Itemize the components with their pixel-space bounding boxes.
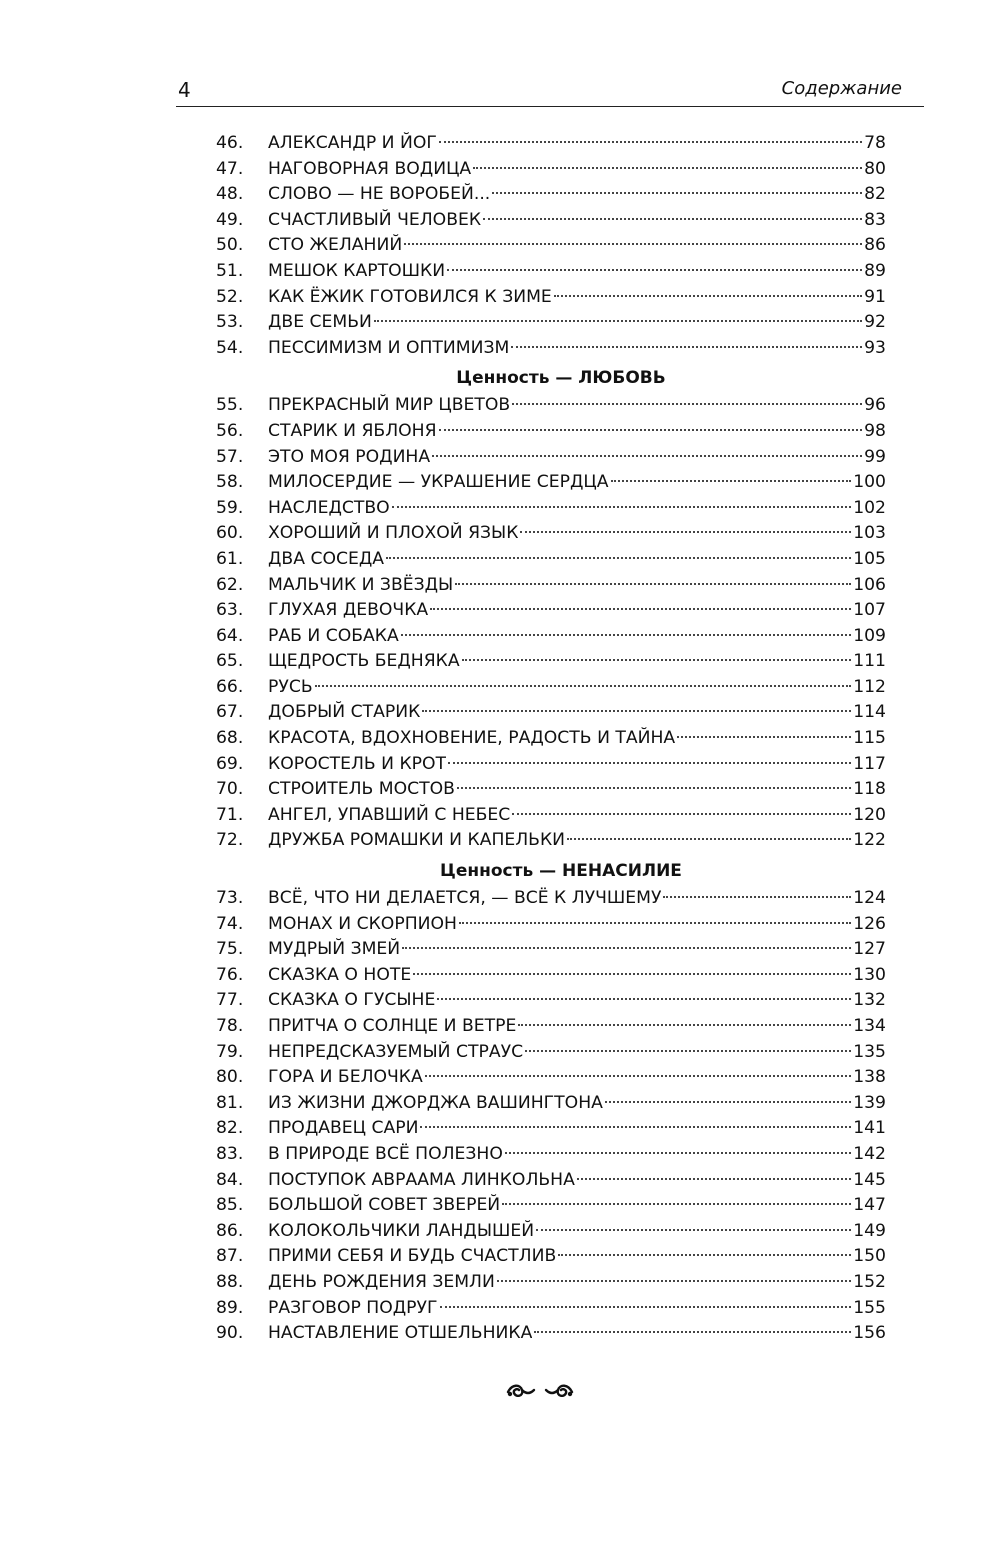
dot-leader (448, 762, 851, 764)
section-heading: Ценность — НЕНАСИЛИЕ (440, 861, 682, 882)
toc-entry (216, 1116, 886, 1142)
entry-number: 60. (216, 523, 244, 544)
dot-leader (401, 634, 851, 636)
toc-entry (216, 1270, 886, 1296)
entry-number: 72. (216, 830, 244, 851)
page-header (176, 76, 924, 107)
entry-title: СЛОВО — НЕ ВОРОБЕЙ... (268, 184, 491, 205)
entry-page-number: 105 (853, 548, 886, 569)
dot-leader (536, 1229, 851, 1231)
entry-title: МЕШОК КАРТОШКИ (268, 260, 446, 281)
toc-entry (216, 752, 886, 778)
entry-title: НЕПРЕДСКАЗУЕМЫЙ СТРАУС (268, 1041, 524, 1062)
dot-leader (518, 1024, 851, 1026)
entry-page-number: 150 (853, 1246, 886, 1267)
dot-leader (413, 973, 851, 975)
entry-page-number: 117 (853, 753, 886, 774)
toc-entry (216, 445, 886, 471)
entry-page-number: 130 (853, 964, 886, 985)
toc-entry (216, 1168, 886, 1194)
dot-leader (520, 531, 851, 533)
entry-page-number: 156 (853, 1323, 886, 1344)
entry-number: 71. (216, 804, 244, 825)
dot-leader (611, 480, 852, 482)
dot-leader (402, 947, 851, 949)
toc-entry (216, 1014, 886, 1040)
entry-page-number: 106 (853, 574, 886, 595)
entry-page-number: 118 (853, 779, 886, 800)
toc-entry (216, 470, 886, 496)
entry-number: 49. (216, 209, 244, 230)
entry-title: СТРОИТЕЛЬ МОСТОВ (268, 779, 455, 800)
entry-number: 87. (216, 1246, 244, 1267)
toc-entry (216, 963, 886, 989)
entry-number: 52. (216, 286, 244, 307)
dot-leader (437, 998, 851, 1000)
entry-title: ЩЕДРОСТЬ БЕДНЯКА (268, 651, 460, 672)
entry-page-number: 103 (853, 523, 886, 544)
entry-number: 66. (216, 676, 244, 697)
toc-entry (216, 573, 886, 599)
toc-entry (216, 1142, 886, 1168)
entry-title: РАБ И СОБАКА (268, 625, 399, 646)
entry-page-number: 92 (864, 312, 886, 333)
dot-leader (439, 141, 862, 143)
dot-leader (432, 455, 862, 457)
dot-leader (663, 896, 851, 898)
entry-number: 73. (216, 888, 244, 909)
dot-leader (315, 685, 852, 687)
entry-page-number: 149 (853, 1220, 886, 1241)
entry-number: 48. (216, 184, 244, 205)
toc-entry (216, 624, 886, 650)
entry-page-number: 93 (864, 337, 886, 358)
section-heading: Ценность — ЛЮБОВЬ (456, 368, 666, 389)
entry-number: 83. (216, 1143, 244, 1164)
toc-entry (216, 131, 886, 157)
running-title: Содержание (781, 78, 902, 99)
entry-title: ПРОДАВЕЦ САРИ (268, 1118, 419, 1139)
entry-page-number: 134 (853, 1016, 886, 1036)
entry-page-number: 109 (853, 625, 886, 646)
entry-page-number: 155 (853, 1297, 886, 1318)
entry-title: В ПРИРОДЕ ВСЁ ПОЛЕЗНО (268, 1143, 503, 1164)
entry-page-number: 135 (853, 1041, 886, 1062)
entry-number: 76. (216, 964, 244, 985)
entry-number: 54. (216, 337, 244, 358)
dot-leader (473, 167, 862, 169)
entry-title: ПЕССИМИЗМ И ОПТИМИЗМ (268, 337, 510, 358)
entry-page-number: 83 (864, 209, 886, 230)
entry-title: РУСЬ (268, 676, 313, 697)
entry-title: КОЛОКОЛЬЧИКИ ЛАНДЫШЕЙ (268, 1220, 535, 1241)
entry-title: СТАРИК И ЯБЛОНЯ (268, 420, 437, 441)
entry-number: 68. (216, 728, 244, 749)
entry-page-number: 111 (853, 651, 886, 672)
dot-leader (534, 1331, 851, 1333)
entry-number: 80. (216, 1067, 244, 1088)
dot-leader (577, 1178, 851, 1180)
entry-page-number: 86 (864, 235, 886, 256)
dot-leader (430, 608, 851, 610)
entry-number: 90. (216, 1323, 244, 1344)
entry-number: 63. (216, 600, 244, 621)
dot-leader (439, 429, 863, 431)
dot-leader (440, 1306, 852, 1308)
entry-title: ПОСТУПОК АВРААМА ЛИНКОЛЬНА (268, 1169, 575, 1190)
entry-page-number: 138 (853, 1067, 886, 1088)
entry-page-number: 91 (864, 286, 886, 307)
fleuron-ornament-icon (500, 1376, 580, 1404)
dot-leader (462, 659, 852, 661)
entry-title: МОНАХ И СКОРПИОН (268, 913, 457, 934)
entry-title: ПРИТЧА О СОЛНЦЕ И ВЕТРЕ (268, 1016, 517, 1036)
entry-number: 74. (216, 913, 244, 934)
entry-title: МИЛОСЕРДИЕ — УКРАШЕНИЕ СЕРДЦА (268, 472, 609, 493)
entry-number: 88. (216, 1271, 244, 1292)
toc-entry (216, 1065, 886, 1091)
toc-entry (216, 1040, 886, 1066)
toc-entry (216, 1296, 886, 1322)
entry-number: 70. (216, 779, 244, 800)
entry-title: ДЕНЬ РОЖДЕНИЯ ЗЕМЛИ (268, 1271, 495, 1292)
dot-leader (554, 295, 862, 297)
toc-entry (216, 726, 886, 752)
toc-entry (216, 1244, 886, 1270)
entry-page-number: 82 (864, 184, 886, 205)
entry-title: НАГОВОРНАЯ ВОДИЦА (268, 158, 472, 179)
entry-title: СТО ЖЕЛАНИЙ (268, 235, 403, 256)
entry-title: БОЛЬШОЙ СОВЕТ ЗВЕРЕЙ (268, 1195, 501, 1216)
dot-leader (457, 787, 851, 789)
entry-title: КОРОСТЕЛЬ И КРОТ (268, 753, 447, 774)
dot-leader (677, 736, 851, 738)
entry-title: ХОРОШИЙ И ПЛОХОЙ ЯЗЫК (268, 523, 519, 544)
toc-entry (216, 419, 886, 445)
dot-leader (497, 1280, 851, 1282)
entry-title: ДВЕ СЕМЬИ (268, 312, 372, 333)
entry-title: ЭТО МОЯ РОДИНА (268, 446, 431, 467)
dot-leader (420, 1126, 851, 1128)
toc-entry (216, 886, 886, 912)
entry-page-number: 124 (853, 888, 886, 909)
dot-leader (525, 1050, 851, 1052)
entry-page-number: 112 (853, 676, 886, 697)
entry-number: 47. (216, 158, 244, 179)
entry-title: ДРУЖБА РОМАШКИ И КАПЕЛЬКИ (268, 830, 566, 851)
dot-leader (392, 506, 851, 508)
table-of-contents (216, 131, 886, 1347)
toc-entry (216, 259, 886, 285)
entry-page-number: 139 (853, 1092, 886, 1113)
entry-title: СЧАСТЛИВЫЙ ЧЕЛОВЕК (268, 209, 482, 230)
entry-number: 89. (216, 1297, 244, 1318)
dot-leader (455, 583, 851, 585)
entry-number: 53. (216, 312, 244, 333)
entry-page-number: 100 (853, 472, 886, 493)
entry-page-number: 122 (853, 830, 886, 851)
toc-entry (216, 700, 886, 726)
toc-entry (216, 336, 886, 362)
toc-entry (216, 649, 886, 675)
dot-leader (512, 403, 862, 405)
entry-number: 46. (216, 133, 244, 153)
toc-entry (216, 912, 886, 938)
toc-entry (216, 988, 886, 1014)
entry-page-number: 80 (864, 158, 886, 179)
entry-title: РАЗГОВОР ПОДРУГ (268, 1297, 438, 1318)
entry-title: МАЛЬЧИК И ЗВЁЗДЫ (268, 574, 454, 595)
toc-entry (216, 1091, 886, 1117)
entry-title: ДОБРЫЙ СТАРИК (268, 702, 421, 723)
toc-entry (216, 547, 886, 573)
entry-page-number: 115 (853, 728, 886, 749)
toc-entry (216, 310, 886, 336)
entry-page-number: 132 (853, 990, 886, 1011)
entry-page-number: 102 (853, 497, 886, 518)
toc-entry (216, 393, 886, 419)
entry-number: 86. (216, 1220, 244, 1241)
entry-page-number: 152 (853, 1271, 886, 1292)
toc-entry (216, 521, 886, 547)
entry-title: ДВА СОСЕДА (268, 548, 385, 569)
entry-page-number: 114 (853, 702, 886, 723)
entry-page-number: 89 (864, 260, 886, 281)
entry-title: ПРИМИ СЕБЯ И БУДЬ СЧАСТЛИВ (268, 1246, 557, 1267)
dot-leader (422, 710, 851, 712)
entry-number: 57. (216, 446, 244, 467)
entry-number: 62. (216, 574, 244, 595)
dot-leader (447, 269, 862, 271)
entry-title: СКАЗКА О НОТЕ (268, 964, 412, 985)
entry-title: ПРЕКРАСНЫЙ МИР ЦВЕТОВ (268, 395, 511, 416)
dot-leader (425, 1075, 851, 1077)
entry-page-number: 96 (864, 395, 886, 416)
toc-entry (216, 157, 886, 183)
entry-title: НАСТАВЛЕНИЕ ОТШЕЛЬНИКА (268, 1323, 533, 1344)
entry-page-number: 98 (864, 420, 886, 441)
entry-number: 79. (216, 1041, 244, 1062)
entry-number: 75. (216, 939, 244, 960)
entry-page-number: 126 (853, 913, 886, 934)
dot-leader (483, 218, 862, 220)
entry-number: 55. (216, 395, 244, 416)
entry-number: 81. (216, 1092, 244, 1113)
toc-entry (216, 937, 886, 963)
entry-title: АНГЕЛ, УПАВШИЙ С НЕБЕС (268, 804, 511, 825)
page-number: 4 (178, 78, 191, 102)
entry-page-number: 145 (853, 1169, 886, 1190)
entry-page-number: 141 (853, 1118, 886, 1139)
toc-entry (216, 828, 886, 854)
toc-entry (216, 1193, 886, 1219)
entry-number: 69. (216, 753, 244, 774)
entry-title: КРАСОТА, ВДОХНОВЕНИЕ, РАДОСТЬ И ТАЙНА (268, 728, 676, 749)
entry-title: СКАЗКА О ГУСЫНЕ (268, 990, 436, 1011)
entry-title: ИЗ ЖИЗНИ ДЖОРДЖА ВАШИНГТОНА (268, 1092, 603, 1113)
dot-leader (558, 1254, 851, 1256)
dot-leader (511, 346, 862, 348)
toc-entry (216, 182, 886, 208)
dot-leader (404, 243, 862, 245)
toc-entry (216, 496, 886, 522)
toc-entry (216, 1321, 886, 1347)
entry-number: 64. (216, 625, 244, 646)
entry-page-number: 147 (853, 1195, 886, 1216)
entry-number: 65. (216, 651, 244, 672)
entry-page-number: 99 (864, 446, 886, 467)
dot-leader (386, 557, 851, 559)
entry-title: АЛЕКСАНДР И ЙОГ (268, 133, 437, 153)
dot-leader (505, 1152, 851, 1154)
entry-title: ВСЁ, ЧТО НИ ДЕЛАЕТСЯ, — ВСЁ К ЛУЧШЕМУ (268, 888, 662, 909)
entry-number: 77. (216, 990, 244, 1011)
dot-leader (605, 1101, 851, 1103)
toc-entry (216, 208, 886, 234)
dot-leader (512, 813, 851, 815)
entry-number: 84. (216, 1169, 244, 1190)
dot-leader (459, 922, 851, 924)
toc-entry (216, 675, 886, 701)
toc-entry (216, 598, 886, 624)
toc-entry (216, 1219, 886, 1245)
entry-page-number: 120 (853, 804, 886, 825)
entry-number: 58. (216, 472, 244, 493)
toc-entry (216, 777, 886, 803)
entry-title: ГЛУХАЯ ДЕВОЧКА (268, 600, 429, 621)
entry-page-number: 127 (853, 939, 886, 960)
entry-number: 82. (216, 1118, 244, 1139)
dot-leader (567, 838, 851, 840)
entry-number: 67. (216, 702, 244, 723)
entry-page-number: 142 (853, 1143, 886, 1164)
toc-entry (216, 233, 886, 259)
entry-number: 85. (216, 1195, 244, 1216)
dot-leader (492, 192, 862, 194)
toc-entry (216, 803, 886, 829)
entry-title: ГОРА И БЕЛОЧКА (268, 1067, 423, 1088)
entry-title: МУДРЫЙ ЗМЕЙ (268, 939, 401, 960)
dot-leader (502, 1203, 851, 1205)
entry-title: КАК ЁЖИК ГОТОВИЛСЯ К ЗИМЕ (268, 286, 552, 307)
entry-number: 56. (216, 420, 244, 441)
entry-number: 51. (216, 260, 244, 281)
entry-number: 59. (216, 497, 244, 518)
entry-number: 78. (216, 1016, 244, 1036)
entry-page-number: 107 (853, 600, 886, 621)
entry-title: НАСЛЕДСТВО (268, 497, 390, 518)
toc-entry (216, 285, 886, 311)
entry-number: 50. (216, 235, 244, 256)
entry-number: 61. (216, 548, 244, 569)
entry-page-number: 78 (864, 133, 886, 153)
dot-leader (374, 320, 862, 322)
